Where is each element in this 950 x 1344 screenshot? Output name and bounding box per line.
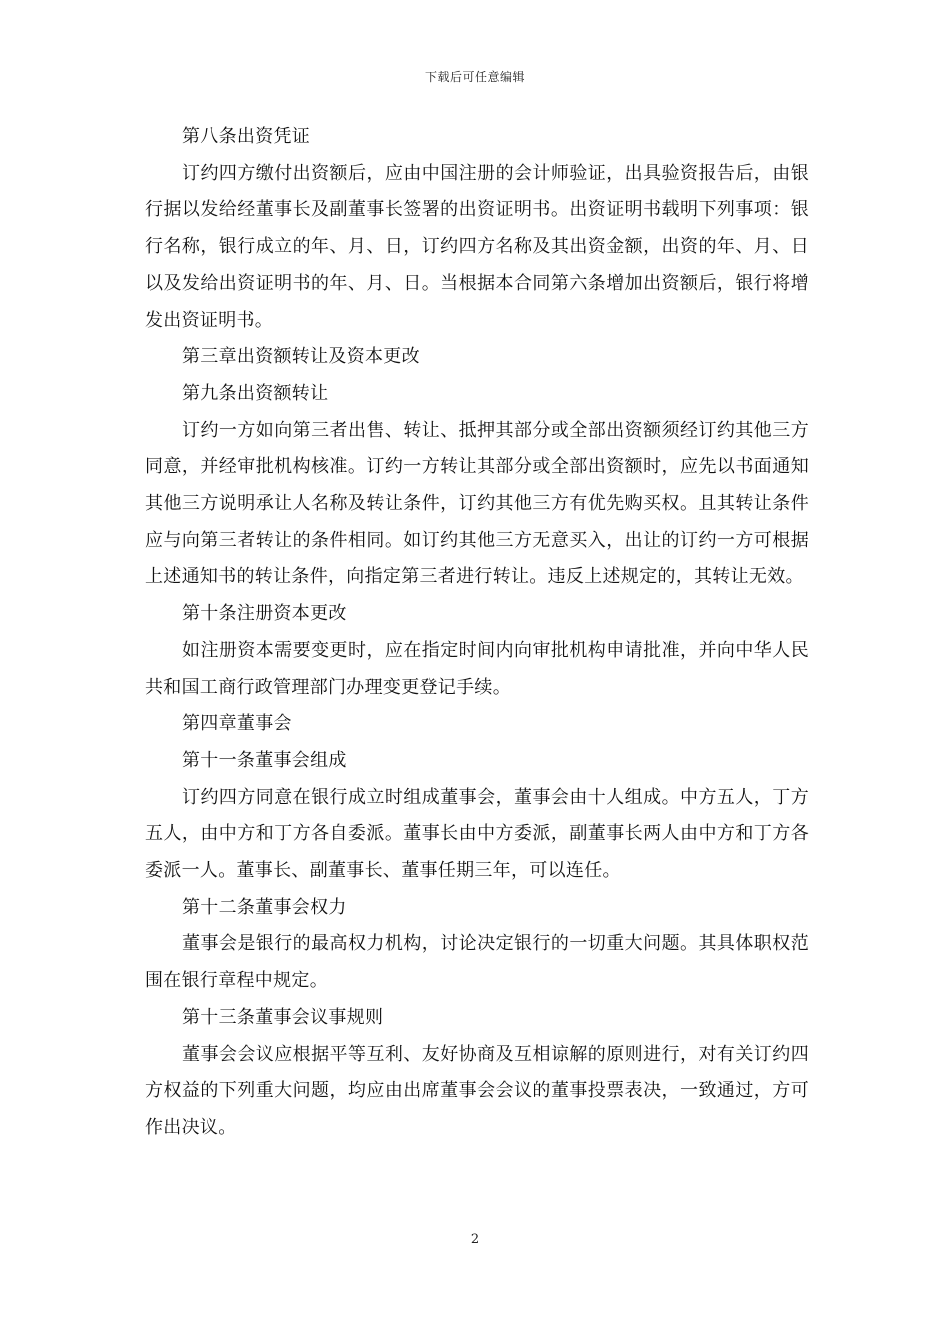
article-10-heading: 第十条注册资本更改	[182, 603, 347, 625]
page-number: 2	[470, 1232, 480, 1247]
page-header: 下载后可任意编辑	[424, 70, 525, 84]
article-13-body: 董事会会议应根据平等互利、友好协商及互相谅解的原则进行，对有关订约四方权益的下列重大问题，均应由出席董事会会议的董事投票表决，一致通过，方可作出决议。	[145, 1043, 809, 1138]
article-11-heading: 第十一条董事会组成	[182, 749, 347, 771]
chapter-3-heading: 第三章出资额转让及资本更改	[182, 346, 420, 368]
article-9-body: 订约一方如向第三者出售、转让、抵押其部分或全部出资额须经订约其他三方同意，并经审批机构核准。订约一方转让其部分或全部出资额时，应先以书面通知其他三方说明承让人名称及转让条件，订约其他三方有优先购买权。且其转让条件应与向第三者转让的条件相同。如订约其他三方无意买入，出让的订约一方可根据上述通知书的转让条件，向指定第三者进行转让。违反上述规定的，其转让无效。	[145, 419, 809, 588]
document-body	[145, 119, 809, 1147]
article-12-body: 董事会是银行的最高权力机构，讨论决定银行的一切重大问题。其具体职权范围在银行章程中规定。	[145, 933, 809, 992]
article-13-heading: 第十三条董事会议事规则	[182, 1006, 384, 1028]
article-8-body: 订约四方缴付出资额后，应由中国注册的会计师验证，出具验资报告后，由银行据以发给经董事长及副董事长签署的出资证明书。出资证明书载明下列事项：银行名称，银行成立的年、月、日，订约四方名称及其出资金额，出资的年、月、日以及发给出资证明书的年、月、日。当根据本合同第六条增加出资额后，银行将增发出资证明书。	[145, 162, 809, 331]
article-9-heading: 第九条出资额转让	[182, 382, 329, 404]
article-12-heading: 第十二条董事会权力	[182, 896, 347, 918]
article-10-body: 如注册资本需要变更时，应在指定时间内向审批机构申请批准，并向中华人民共和国工商行政管理部门办理变更登记手续。	[145, 639, 809, 698]
chapter-4-heading: 第四章董事会	[182, 713, 292, 735]
article-11-body: 订约四方同意在银行成立时组成董事会，董事会由十人组成。中方五人，丁方五人，由中方和丁方各自委派。董事长由中方委派，副董事长两人由中方和丁方各委派一人。董事长、副董事长、董事任期三年，可以连任。	[145, 786, 809, 882]
article-8-heading: 第八条出资凭证	[182, 126, 311, 147]
